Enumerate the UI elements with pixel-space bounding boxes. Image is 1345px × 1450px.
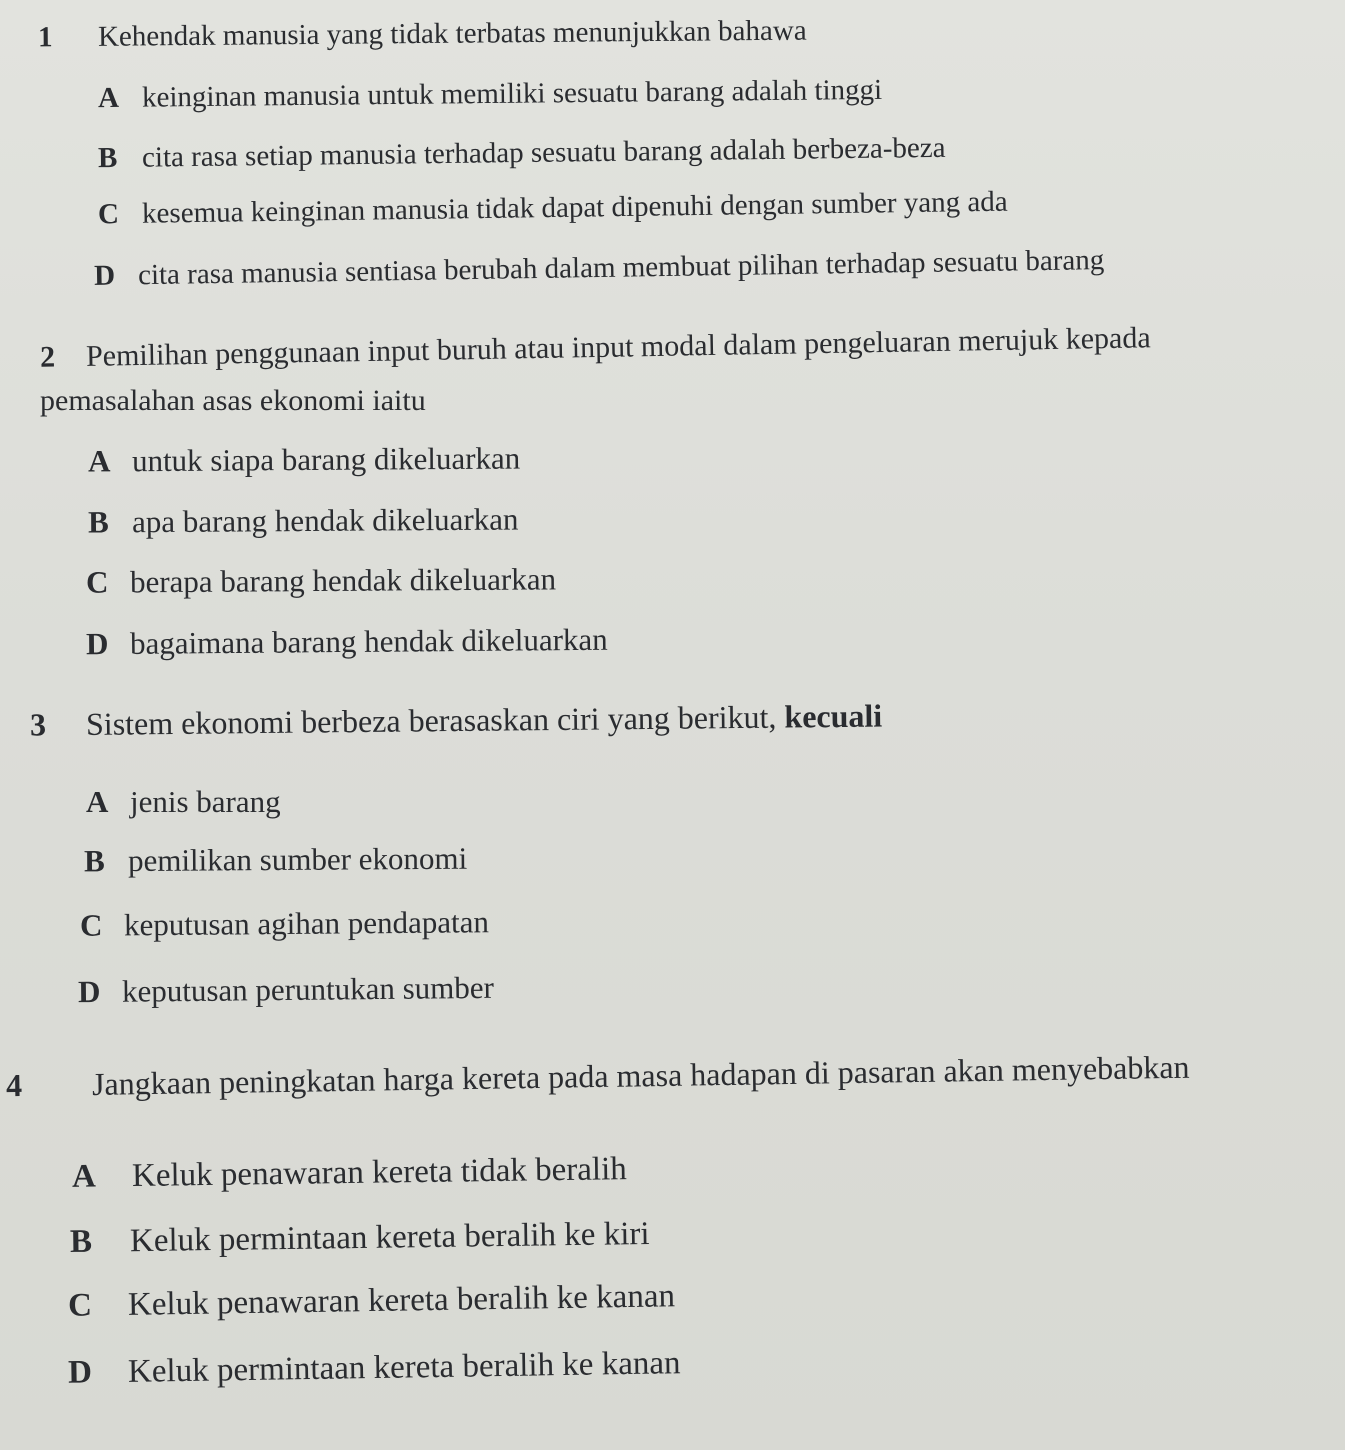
question-text: Jangkaan peningkatan harga kereta pada masa hadapan di pasaran akan menyebabkan	[91, 1048, 1190, 1102]
question-1-stem	[38, 13, 807, 56]
option-a[interactable]	[72, 1151, 627, 1195]
option-letter: C	[67, 1287, 93, 1324]
option-text: cita rasa setiap manusia terhadap sesuatu barang adalah berbeza-beza	[141, 131, 946, 174]
question-emphasis: kecuali	[784, 697, 883, 735]
option-letter: A	[86, 784, 109, 819]
option-text: berapa barang hendak dikeluarkan	[129, 561, 557, 600]
option-letter: D	[77, 973, 101, 1010]
option-letter: C	[97, 198, 120, 231]
option-text: pemilikan sumber ekonomi	[127, 840, 468, 879]
option-text: cita rasa manusia sentiasa berubah dalam membuat pilihan terhadap sesuatu barang	[137, 244, 1105, 292]
option-letter: A	[87, 443, 111, 479]
option-letter: B	[69, 1223, 93, 1261]
option-a[interactable]	[88, 440, 520, 479]
question-number: 4	[5, 1067, 23, 1104]
question-number: 3	[29, 706, 47, 743]
option-text: keputusan agihan pendapatan	[123, 904, 490, 943]
option-letter: D	[85, 626, 109, 662]
question-text: Sistem ekonomi berbeza berasaskan ciri yang berikut,	[85, 698, 777, 742]
question-text: Kehendak manusia yang tidak terbatas menunjukkan bahawa	[97, 14, 807, 53]
option-text: kesemua keinginan manusia tidak dapat dipenuhi dengan sumber yang ada	[141, 185, 1008, 230]
option-text: apa barang hendak dikeluarkan	[131, 501, 519, 540]
option-letter: C	[79, 907, 103, 943]
option-c[interactable]	[98, 184, 1008, 233]
option-letter: C	[85, 564, 109, 600]
option-b[interactable]	[98, 130, 946, 176]
option-c[interactable]	[68, 1278, 675, 1324]
option-text: Keluk penawaran kereta tidak beralih	[131, 1151, 627, 1195]
option-letter: B	[87, 504, 109, 540]
option-letter: A	[71, 1158, 97, 1195]
question-2-stem	[40, 320, 1151, 375]
option-c[interactable]	[86, 561, 556, 600]
option-d[interactable]	[94, 242, 1105, 294]
question-number: 1	[37, 21, 53, 54]
question-3-stem	[30, 698, 883, 743]
option-d[interactable]	[86, 622, 608, 663]
option-b[interactable]	[88, 501, 519, 540]
option-letter: D	[67, 1354, 93, 1391]
question-4-stem	[6, 1049, 1190, 1104]
option-text: jenis barang	[130, 784, 281, 819]
option-text: Keluk permintaan kereta beralih ke kiri	[129, 1215, 650, 1260]
option-b[interactable]	[70, 1216, 650, 1260]
question-number: 2	[39, 340, 56, 374]
question-text: pemasalahan asas ekonomi iaitu	[40, 384, 426, 417]
option-c[interactable]	[80, 904, 489, 944]
option-text: Keluk permintaan kereta beralih ke kanan	[127, 1345, 681, 1390]
option-text: keinginan manusia untuk memiliki sesuatu barang adalah tinggi	[141, 73, 883, 114]
option-letter: A	[97, 81, 120, 115]
question-text: Pemilihan penggunaan input buruh atau input modal dalam pengeluaran merujuk kepada	[85, 321, 1151, 373]
option-a[interactable]	[86, 784, 281, 820]
option-letter: D	[93, 259, 116, 292]
option-letter: B	[83, 843, 105, 879]
question-2-stem-continued	[40, 383, 426, 419]
option-d[interactable]	[68, 1345, 681, 1391]
option-letter: B	[97, 141, 118, 175]
option-text: Keluk penawaran kereta beralih ke kanan	[127, 1278, 676, 1323]
option-b[interactable]	[84, 841, 467, 880]
option-text: untuk siapa barang dikeluarkan	[131, 440, 521, 479]
option-a[interactable]	[98, 72, 882, 116]
option-text: bagaimana barang hendak dikeluarkan	[129, 621, 608, 661]
option-d[interactable]	[78, 970, 494, 1010]
option-text: keputusan peruntukan sumber	[121, 969, 495, 1009]
